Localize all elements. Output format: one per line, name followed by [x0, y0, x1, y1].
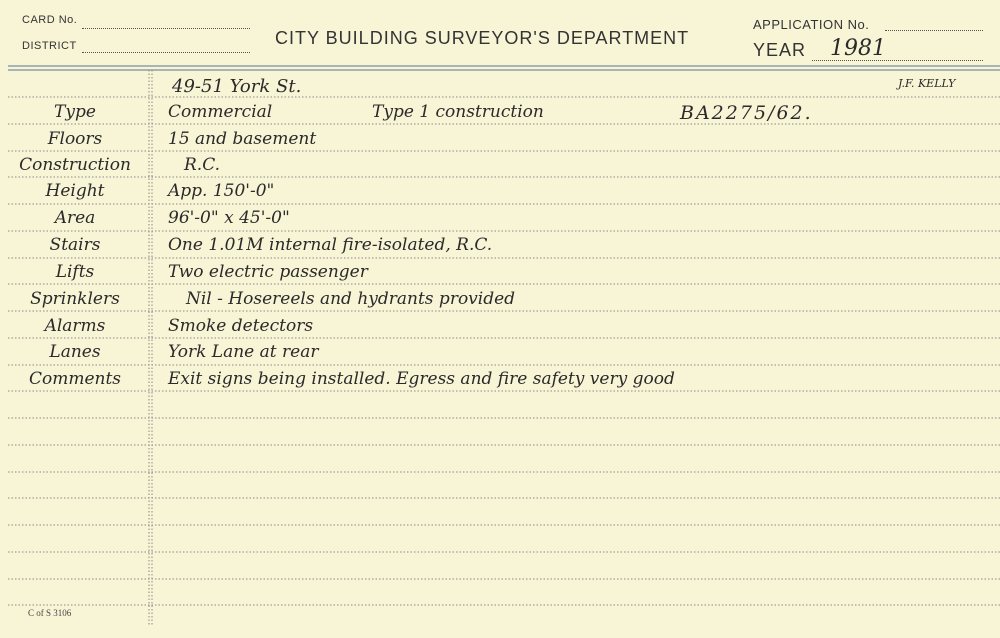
- alarms-value: Smoke detectors: [168, 316, 314, 336]
- height-label: Height: [45, 181, 105, 201]
- stairs-label: Stairs: [49, 235, 101, 255]
- comments-value: Exit signs being installed. Egress and fire safety very good: [168, 369, 675, 389]
- area-label: Area: [54, 208, 96, 228]
- alarms-label: Alarms: [44, 316, 106, 336]
- year-value: 1981: [830, 36, 886, 61]
- form-code: C of S 3106: [28, 608, 72, 618]
- card-no-label: CARD No.: [22, 14, 78, 26]
- application-line: [885, 30, 983, 31]
- comments-label: Comments: [28, 369, 122, 389]
- card-no-line: [82, 28, 250, 29]
- construction-type-value: Type 1 construction: [372, 102, 544, 122]
- application-label: APPLICATION No.: [753, 17, 870, 32]
- floors-label: Floors: [47, 129, 103, 149]
- district-line: [82, 52, 250, 53]
- initials: J.F. KELLY: [898, 77, 956, 90]
- floors-value: 15 and basement: [168, 129, 317, 149]
- type-label: Type: [54, 102, 96, 122]
- address: 49-51 York St.: [172, 76, 302, 97]
- sprinklers-value: Nil - Hosereels and hydrants provided: [186, 289, 516, 309]
- lifts-label: Lifts: [55, 262, 95, 282]
- department-title: CITY BUILDING SURVEYOR'S DEPARTMENT: [275, 28, 690, 48]
- district-label: DISTRICT: [22, 40, 77, 52]
- year-label: YEAR: [753, 40, 807, 60]
- lifts-value: Two electric passenger: [168, 262, 368, 282]
- type-value: Commercial: [168, 102, 273, 122]
- area-value: 96'-0" x 45'-0": [168, 208, 290, 228]
- sprinklers-label: Sprinklers: [30, 289, 120, 309]
- construction-label: Construction: [19, 155, 131, 175]
- construction-value: R.C.: [184, 155, 221, 175]
- stairs-value: One 1.01M internal fire-isolated, R.C.: [168, 235, 493, 255]
- height-value: App. 150'-0": [168, 181, 275, 201]
- lanes-value: York Lane at rear: [168, 342, 319, 362]
- reference-value: BA2275/62.: [680, 102, 813, 124]
- lanes-label: Lanes: [49, 342, 101, 362]
